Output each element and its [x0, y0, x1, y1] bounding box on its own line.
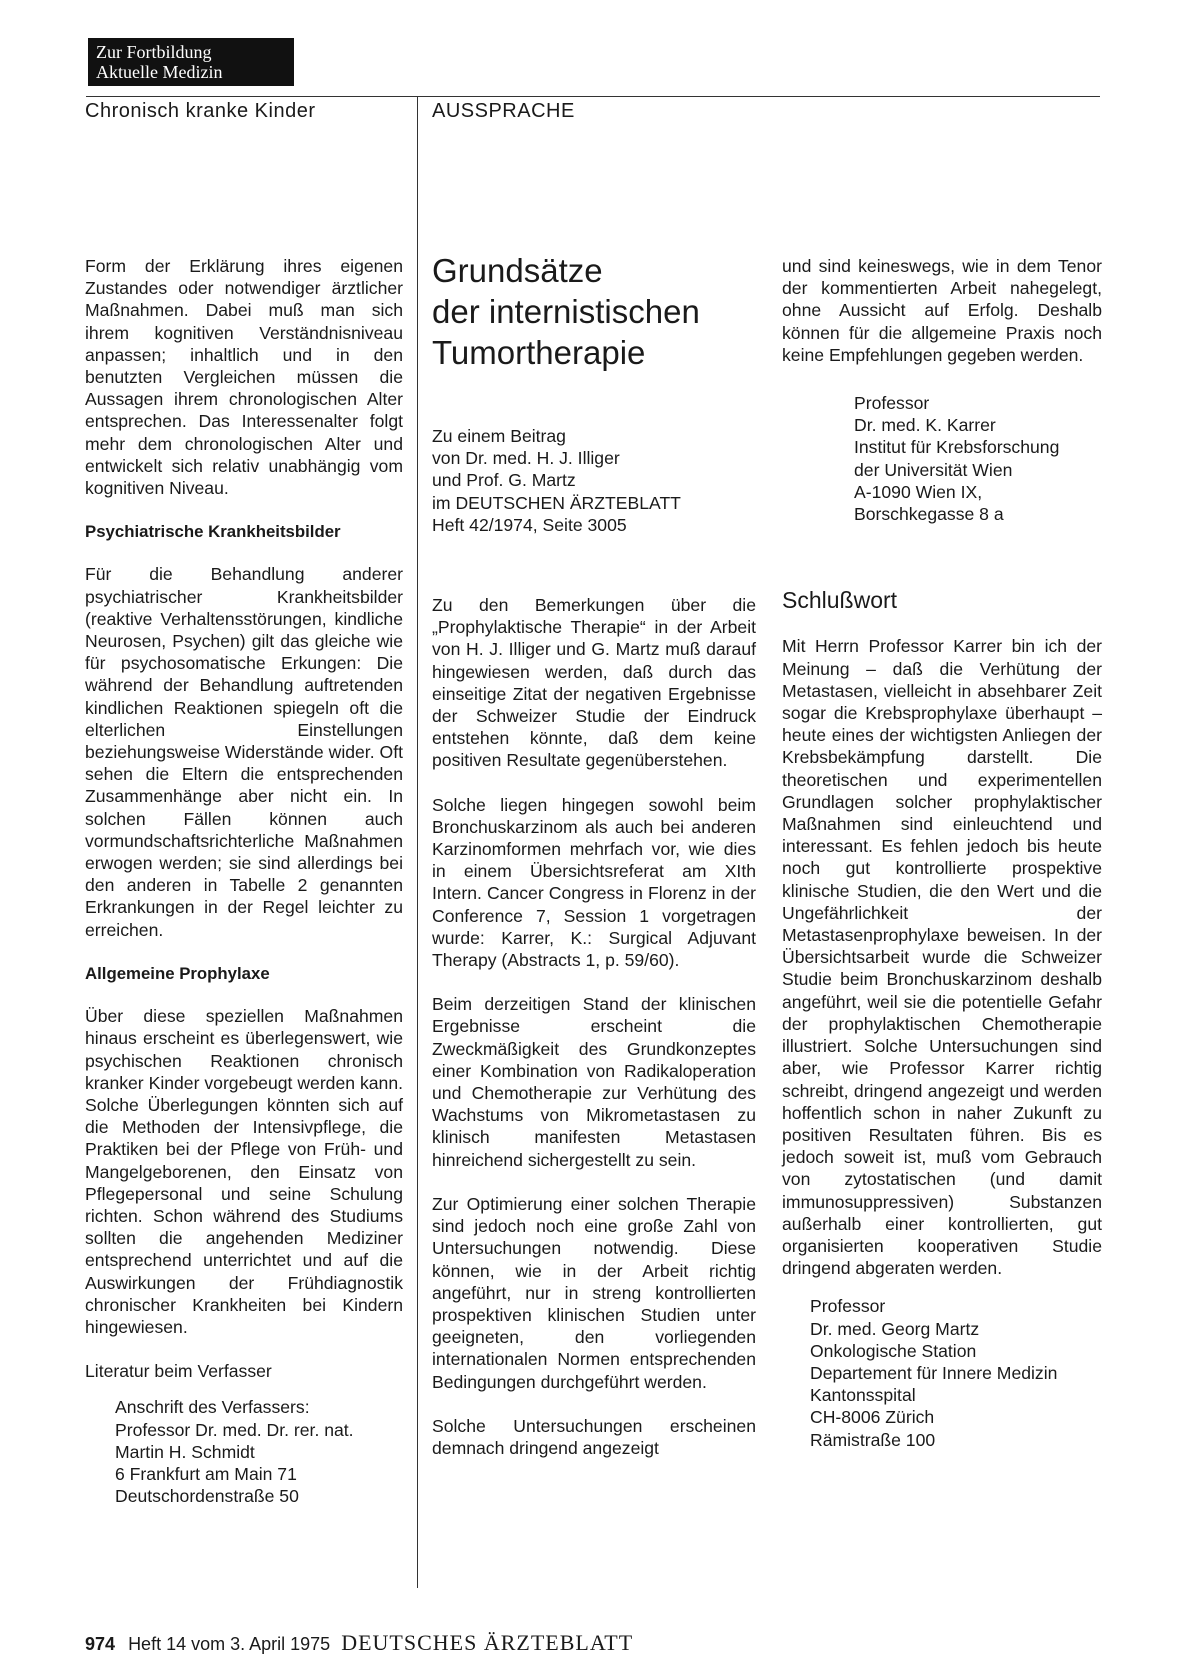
paragraph: und sind keineswegs, wie in dem Tenor der kommentierten Arbeit nahegelegt, ohne Aussicht auf Erfolg. Deshalb können für die allgemeine Praxis noch keine Empfehlungen gegeben werden. [782, 256, 1102, 365]
address-line: Dr. med. K. Karrer [854, 415, 996, 436]
address-line: Dr. med. Georg Martz [810, 1318, 980, 1339]
right-kicker: AUSSPRACHE [432, 100, 575, 122]
reference-line: Zu einem Beitrag [432, 426, 566, 446]
paragraph: Zur Optimierung einer solchen Therapie sind jedoch noch eine große Zahl von Untersuchungen notwendig. Diese können, wie in der Arbeit richtig angeführt, nur in streng kontrollierten prospektiven klinischen Studien unter geeigneten, den vorliegenden internationalen Normen entsprechenden Bedingungen durchgeführt werden. [432, 1193, 756, 1392]
paragraph: Solche liegen hingegen sowohl beim Bronchuskarzinom als auch bei anderen Karzinomformen mehrfach vor, wie dies in einem Übersichtsreferat am XIth Intern. Cancer Congress in Florenz in der Conference 7, Session 1 vorgetragen wurde: Karrer, K.: Surgical Adjuvant Therapy (Abstracts 1, p. 59/60). [432, 794, 756, 971]
address-line: 6 Frankfurt am Main 71 [115, 1463, 297, 1484]
badge-line-2: Aktuelle Medizin [96, 62, 223, 82]
title-line: der internistischen [432, 293, 700, 330]
masthead: DEUTSCHES ÄRZTEBLATT [341, 1630, 634, 1655]
column-1 [85, 255, 403, 1507]
reference-line: von Dr. med. H. J. Illiger [432, 448, 620, 469]
reference-line: Heft 42/1974, Seite 3005 [432, 514, 627, 535]
page-footer [85, 1630, 633, 1656]
issue-info: Heft 14 vom 3. April 1975 [128, 1634, 331, 1654]
reference-line: im DEUTSCHEN ÄRZTEBLATT [432, 492, 681, 513]
commenter-address [782, 392, 1102, 525]
address-line: Martin H. Schmidt [115, 1441, 255, 1462]
section-heading: Psychiatrische Krankheitsbilder [85, 522, 341, 542]
paragraph: Beim derzeitigen Stand der klinischen Ergebnisse erscheint die Zweckmäßigkeit des Grundkonzeptes einer Kombination von Radikaloperation und Chemotherapie zur Verhütung des Wachstums von Mikrometastasen zu klinisch manifesten Metastasen hinreichend sichergestellt zu sein. [432, 994, 756, 1170]
paragraph: Solche Untersuchungen erscheinen demnach dringend angezeigt [432, 1415, 756, 1458]
address-line: Institut für Krebsforschung [854, 437, 1060, 458]
address-line: der Universität Wien [854, 459, 1013, 480]
left-kicker: Chronisch kranke Kinder [85, 100, 316, 122]
column-2 [432, 250, 756, 1481]
title-line: Tumortherapie [432, 334, 646, 371]
address-line: Anschrift des Verfassers: [115, 1397, 310, 1418]
address-line: A-1090 Wien IX, [854, 481, 983, 502]
paragraph: Über diese speziellen Maßnahmen hinaus erscheint es überlegenswert, wie psychischen Reaktionen chronisch kranker Kinder vorgebeugt werden kann. Solche Überlegungen könnten sich auf die Methoden der Intensivpflege, die Praktiken bei der Pflege von Früh- und Mangelgeborenen, den Einsatz von Pflegepersonal und seine Schulung richten. Schon während des Studiums sollten die angehenden Mediziner entsprechend unterrichtet und auf die Auswirkungen der Frühdiagnostik chronischer Krankheiten bei Kindern hingewiesen. [85, 1006, 403, 1337]
address-line: Rämistraße 100 [810, 1429, 936, 1450]
address-line: Kantonsspital [810, 1385, 916, 1406]
reply-heading: Schlußwort [782, 587, 898, 614]
address-line: Departement für Innere Medizin [810, 1362, 1058, 1383]
address-line: Borschkegasse 8 a [854, 504, 1004, 525]
address-line: Professor [810, 1296, 886, 1317]
paragraph: Zu den Bemerkungen über die „Prophylaktische Therapie“ in der Arbeit von H. J. Illiger und G. Martz muß darauf hingewiesen werden, daß durch das einseitige Zitat der negativen Ergebnisse der Schweizer Studie der Eindruck entstehen könnte, daß dem keine positiven Resultate gegenüberstehen. [432, 595, 756, 771]
address-line: Professor Dr. med. Dr. rer. nat. [115, 1419, 354, 1440]
title-line: Grundsätze [432, 252, 603, 289]
address-line: CH-8006 Zürich [810, 1407, 935, 1428]
address-line: Onkologische Station [810, 1340, 977, 1361]
paragraph: Für die Behandlung anderer psychiatrischer Krankheitsbilder (reaktive Verhaltensstörungen, kindliche Neurosen, Psychen) gilt das gleiche wie für psychosomatische Erkungen: Die während der Behandlung auftretenden kindlichen Reaktionen spiegeln oft die elterlichen Einstellungen beziehungsweise Widerstände wider. Oft sehen die Eltern die entsprechenden Zusammenhänge aber nicht ein. In solchen Fällen können auch vormundschaftsrichterliche Maßnahmen erwogen werden; sie sind allerdings bei den anderen in Tabelle 2 genannten Erkrankungen in der Regel leichter zu erreichen. [85, 564, 403, 940]
section-heading: Allgemeine Prophylaxe [85, 963, 270, 983]
reference-line: und Prof. G. Martz [432, 470, 576, 491]
address-line: Deutschordenstraße 50 [115, 1486, 299, 1507]
literature-note: Literatur beim Verfasser [85, 1361, 272, 1382]
paragraph: Form der Erklärung ihres eigenen Zustandes oder notwendiger ärztlicher Maßnahmen. Dabei muß man sich ihrem kognitiven Verständnisniveau anpassen; inhaltlich und in den benutzten Vergleichen müssen die Aussagen ihrem chronologischen Alter entsprechen. Das Interessenalter folgt mehr dem chronologischen Alter und entwickelt sich relativ unabhängig vom kognitiven Niveau. [85, 256, 403, 499]
header-rule [86, 96, 1100, 97]
column-3 [782, 255, 1102, 1451]
paragraph: Mit Herrn Professor Karrer bin ich der Meinung – daß die Verhütung der Metastasen, vielleicht in absehbarer Zeit sogar die Krebsprophylaxe überhaupt – heute eines der wichtigsten Anliegen der Krebsbekämpfung darstellt. Die theoretischen und experimentellen Grundlagen solcher prophylaktischer Maßnahmen sind einleuchtend und interessant. Es fehlen jedoch bis heute noch gut kontrollierte prospektive klinische Studien, die den Wert und die Ungefährlichkeit der Metastasenprophylaxe beweisen. In der Übersichtsarbeit wurde die Schweizer Studie beim Bronchuskarzinom deshalb angeführt, weil sie die potentielle Gefahr der prophylaktischen Chemotherapie illustriert. Solche Untersuchungen sind aber, wie Professor Karrer richtig schreibt, dringend angezeigt und werden hoffentlich schon in naher Zukunft zu positiven Resultaten führen. Bis es jedoch soweit ist, muß vom Gebrauch von zytostatischen (und damit immunosuppressiven) Substanzen außerhalb einer kontrollierten, gut organisierten kooperativen Studie dringend abgeraten werden. [782, 636, 1102, 1279]
address-line: Professor [854, 393, 930, 414]
page-number: 974 [85, 1634, 116, 1654]
column-divider [417, 96, 418, 1588]
article-reference [432, 425, 756, 536]
badge-line-1: Zur Fortbildung [96, 42, 212, 62]
article-title [432, 250, 756, 373]
reply-author-address [782, 1295, 1102, 1450]
author-address [85, 1396, 403, 1507]
section-badge [88, 38, 294, 86]
